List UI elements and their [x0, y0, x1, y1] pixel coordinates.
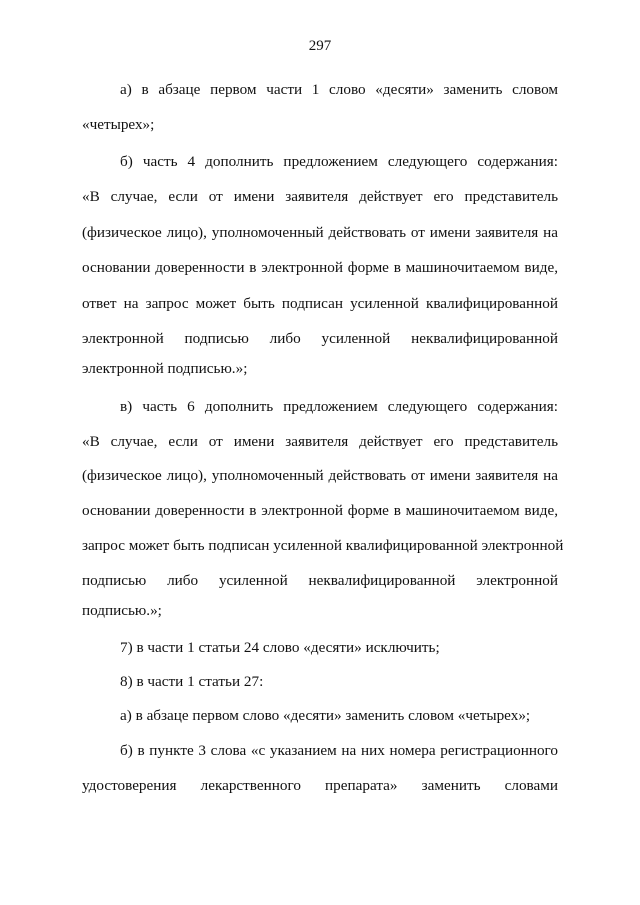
text-line: электронной подписью либо усиленной неквалифицированной — [82, 330, 558, 347]
page-number: 297 — [308, 38, 332, 54]
text-line: б) часть 4 дополнить предложением следующего содержания: — [120, 153, 558, 170]
text-line: «В случае, если от имени заявителя действует его представитель — [82, 188, 558, 205]
text-line: а) в абзаце первом части 1 слово «десяти» заменить словом — [120, 81, 558, 98]
text-line: 7) в части 1 статьи 24 слово «десяти» исключить; — [120, 639, 440, 656]
text-line: электронной подписью.»; — [82, 360, 248, 377]
text-line: подписью.»; — [82, 602, 162, 619]
text-line: «четырех»; — [82, 116, 155, 133]
text-line: (физическое лицо), уполномоченный действовать от имени заявителя на — [82, 224, 558, 241]
text-line: а) в абзаце первом слово «десяти» заменить словом «четырех»; — [120, 707, 531, 724]
text-line: удостоверения лекарственного препарата» заменить словами — [82, 777, 558, 794]
text-line: 8) в части 1 статьи 27: — [120, 673, 264, 690]
text-line: запрос может быть подписан усиленной квалифицированной электронной — [82, 537, 564, 554]
text-line: б) в пункте 3 слова «с указанием на них номера регистрационного — [120, 742, 558, 759]
text-line: (физическое лицо), уполномоченный действовать от имени заявителя на — [82, 467, 558, 484]
text-line: «В случае, если от имени заявителя действует его представитель — [82, 433, 558, 450]
text-line: в) часть 6 дополнить предложением следующего содержания: — [120, 398, 558, 415]
text-line: основании доверенности в электронной форме в машиночитаемом виде, — [82, 502, 558, 519]
text-line: основании доверенности в электронной форме в машиночитаемом виде, — [82, 259, 558, 276]
text-line: подписью либо усиленной неквалифицированной электронной — [82, 572, 558, 589]
text-line: ответ на запрос может быть подписан усиленной квалифицированной — [82, 295, 558, 312]
